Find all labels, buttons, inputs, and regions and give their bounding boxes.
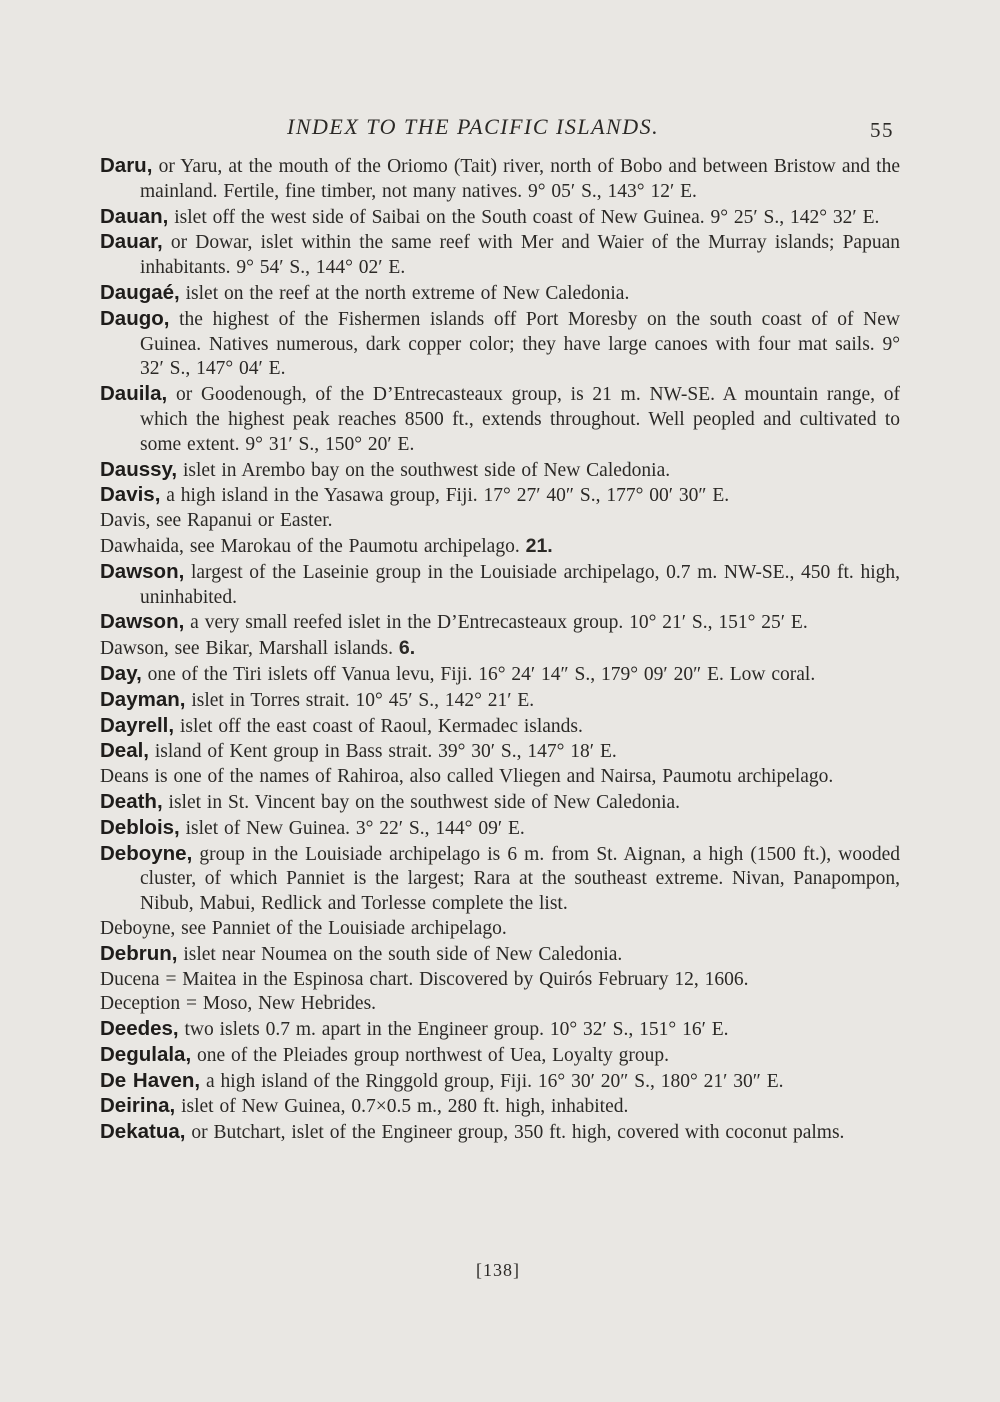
index-entry (100, 992, 900, 1017)
entry-headword: Deboyne, (100, 917, 176, 939)
index-entry (100, 842, 900, 917)
index-entry (100, 534, 900, 560)
entry-description: or Butchart, islet of the Engineer group, 350 ft. high, covered with coconut palms. (185, 1122, 845, 1144)
page-number: 55 (870, 118, 894, 142)
entry-description: see Rapanui or Easter. (150, 510, 333, 532)
index-entry (100, 968, 900, 993)
entry-headword: Day, (100, 661, 142, 685)
index-entry (100, 662, 900, 688)
entry-description: islet in Torres strait. 10° 45′ S., 142° 21′ E. (185, 689, 535, 711)
index-entry (100, 1069, 900, 1095)
entry-description: or Goodenough, of the D’Entrecasteaux group, is 21 m. NW-SE. A mountain range, of which the highest peak reaches 8500 ft., extends throughout. Well peopled and cultivated to some extent. 9° 31′ S., 150° 20′ E. (140, 384, 900, 455)
entry-headword: Daugo, (100, 306, 170, 330)
entry-description: the highest of the Fishermen islands off Port Moresby on the south coast of of New Guinea. Natives numerous, dark copper color; they have large canoes with four mat sails. 9° 32′ S., 147° 04′ E. (140, 308, 900, 380)
entry-reference-number: 21. (525, 534, 553, 557)
entry-headword: Daru, (100, 154, 153, 177)
index-entry (100, 765, 900, 790)
index-entry (100, 307, 900, 382)
entry-description: group in the Louisiade archipelago is 6 m. from St. Aignan, a high (1500 ft.), wooded cluster, of which Panniet is the largest; Rara at the southeast extreme. Nivan, Panapompon, Nibub, Mabui, Redlick and Torlesse complete the list. (140, 843, 900, 915)
entry-description: two islets 0.7 m. apart in the Engineer group. 10° 32′ S., 151° 16′ E. (178, 1019, 729, 1041)
entry-headword: Deception (100, 993, 181, 1015)
index-entry (100, 688, 900, 714)
entry-description: see Marokau of the Paumotu archipelago. (183, 535, 520, 557)
entry-headword: Dawhaida, (100, 535, 184, 557)
entry-description: one of the Tiri islets off Vanua levu, Fiji. 16° 24′ 14″ S., 179° 09′ 20″ E. Low coral. (141, 663, 816, 685)
entry-description: see Bikar, Marshall islands. (168, 638, 393, 660)
entry-headword: Ducena (100, 968, 160, 990)
entry-description: largest of the Laseinie group in the Louisiade archipelago, 0.7 m. NW-SE., 450 ft. high, uninhabited. (140, 561, 900, 608)
entry-headword: De Haven, (100, 1068, 201, 1092)
entry-headword: Davis, (100, 483, 161, 507)
index-entry (100, 483, 900, 509)
running-head (0, 114, 1000, 142)
entry-description: a high island in the Yasawa group, Fiji. 17° 27′ 40″ S., 177° 00′ 30″ E. (160, 485, 730, 507)
entry-reference-number: 6. (398, 637, 416, 660)
entry-description: islet off the east coast of Raoul, Kermadec islands. (174, 715, 583, 737)
entry-headword: Dauar, (100, 230, 163, 254)
entry-description: a very small reefed islet in the D’Entrecasteaux group. 10° 21′ S., 151° 25′ E. (184, 612, 808, 634)
entry-headword: Dekatua, (100, 1120, 186, 1144)
entry-headword: Dayrell, (100, 713, 175, 737)
entry-headword: Deboyne, (100, 841, 193, 865)
entry-headword: Deirina, (100, 1094, 176, 1118)
entry-description: or Dowar, islet within the same reef with Mer and Waier of the Murray islands; Papuan inhabitants. 9° 54′ S., 144° 02′ E. (140, 232, 900, 279)
running-title: INDEX TO THE PACIFIC ISLANDS. (287, 114, 660, 139)
index-entry (100, 382, 900, 457)
index-entry (100, 458, 900, 484)
entry-description: one of the Pleiades group northwest of Uea, Loyalty group. (191, 1044, 670, 1066)
entry-headword: Daussy, (100, 457, 178, 481)
index-entry (100, 230, 900, 281)
entry-headword: Deal, (100, 739, 149, 763)
index-entries (100, 154, 900, 1146)
index-entry (100, 281, 900, 307)
entry-description: islet near Noumea on the south side of New Caledonia. (177, 943, 623, 965)
entry-description: islet in Arembo bay on the southwest side of New Caledonia. (177, 459, 671, 481)
entry-headword: Deedes, (100, 1017, 179, 1041)
entry-description: islet of New Guinea, 0.7×0.5 m., 280 ft. high, inhabited. (175, 1096, 629, 1118)
entry-headword: Deblois, (100, 815, 180, 839)
page-footer (0, 1260, 1000, 1281)
entry-headword: Dawson, (100, 610, 185, 634)
index-entry (100, 1017, 900, 1043)
entry-description: a high island of the Ringgold group, Fiji. 16° 30′ 20″ S., 180° 21′ 30″ E. (200, 1070, 784, 1092)
index-entry (100, 636, 900, 662)
entry-headword: Debrun, (100, 941, 178, 965)
entry-headword: Dauan, (100, 204, 169, 228)
index-entry (100, 917, 900, 942)
index-entry (100, 1043, 900, 1069)
entry-description: = Moso, New Hebrides. (180, 993, 377, 1015)
entry-headword: Davis, (100, 510, 151, 532)
entry-description: islet on the reef at the north extreme of New Caledonia. (179, 282, 630, 304)
entry-headword: Dawson, (100, 559, 185, 583)
index-entry (100, 739, 900, 765)
index-entry (100, 790, 900, 816)
entry-description: see Panniet of the Louisiade archipelago. (175, 917, 507, 939)
entry-headword: Dawson, (100, 638, 169, 660)
entry-headword: Degulala, (100, 1042, 192, 1066)
index-entry (100, 714, 900, 740)
entry-description: islet in St. Vincent bay on the southwest side of New Caledonia. (162, 791, 681, 813)
entry-headword: Daugaé, (100, 280, 180, 304)
entry-headword: Deans (100, 766, 149, 788)
entry-description: or Yaru, at the mouth of the Oriomo (Tait) river, north of Bobo and between Bristow and the mainland. Fertile, fine timber, not many natives. 9° 05′ S., 143° 12′ E. (140, 156, 900, 202)
entry-headword: Death, (100, 789, 163, 813)
index-entry (100, 205, 900, 231)
entry-headword: Dayman, (100, 687, 186, 711)
index-entry (100, 509, 900, 534)
entry-description: island of Kent group in Bass strait. 39° 30′ S., 147° 18′ E. (149, 741, 617, 763)
index-entry (100, 942, 900, 968)
entry-description: islet off the west side of Saibai on the South coast of New Guinea. 9° 25′ S., 142° 32′ E. (168, 206, 880, 228)
index-entry (100, 560, 900, 611)
index-entry (100, 610, 900, 636)
entry-description: = Maitea in the Espinosa chart. Discovered by Quirós February 12, 1606. (159, 968, 749, 990)
index-entry (100, 154, 900, 205)
folio-number: [138] (476, 1260, 520, 1280)
index-entry (100, 1120, 900, 1146)
index-entry (100, 1094, 900, 1120)
entry-description: islet of New Guinea. 3° 22′ S., 144° 09′ E. (179, 817, 525, 839)
entry-headword: Dauila, (100, 382, 168, 406)
index-entry (100, 816, 900, 842)
entry-description: is one of the names of Rahiroa, also called Vliegen and Nairsa, Paumotu archipelago. (148, 766, 834, 788)
